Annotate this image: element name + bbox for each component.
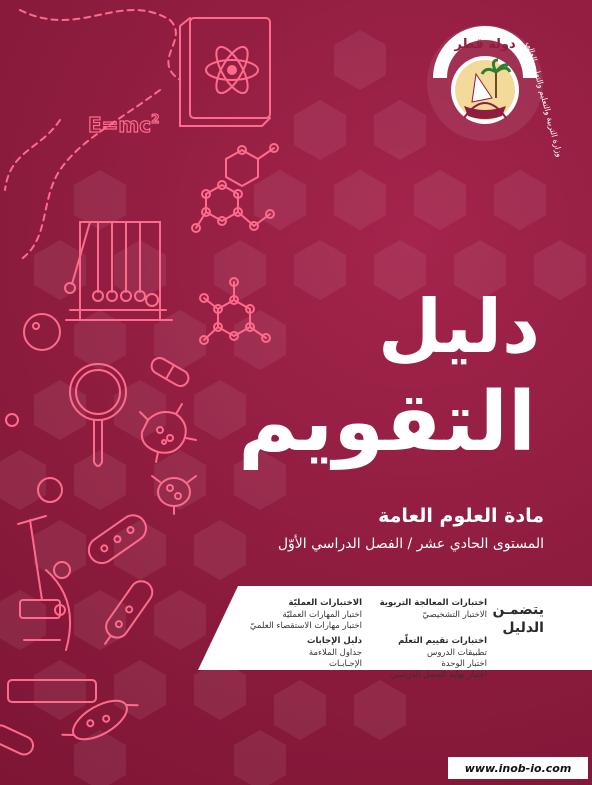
cell-icon (146, 294, 158, 306)
learning-evaluation-section (357, 636, 487, 681)
level-subtitle: المستوى الحادي عشر / الفصل الدراسي الأوّل (277, 536, 544, 552)
section-heading: دليل الإجابات (306, 636, 362, 646)
website-link[interactable]: www.inob-io.com (448, 757, 588, 779)
cell-icon (24, 314, 60, 350)
answers-guide-section (252, 636, 362, 670)
logo-arc-text: دولة قطر (454, 37, 516, 52)
ministry-logo (420, 18, 565, 159)
remedial-tests-section (377, 598, 487, 621)
subject-title: مادة العلوم العامة (378, 505, 544, 527)
section-heading: الاختبارات العمليّة (288, 598, 362, 608)
dashed-trail (20, 10, 180, 80)
section-item: اختبار الوحدة (441, 659, 487, 669)
section-item: الإجـابـات (329, 659, 362, 669)
formula-text: $E=mc^2$ (88, 112, 160, 137)
section-item: اختبار مهارات الاستقصاء العلميّ (249, 621, 362, 631)
section-heading: اختبارات المعالجة التربوية (379, 598, 487, 608)
practical-tests-section (232, 598, 362, 632)
dashed-trail (5, 120, 60, 190)
section-item: اختبار المهارات العمليّة (282, 610, 362, 620)
section-item: اختبار نهاية الفصل الدراسي (390, 670, 487, 680)
book-atom-icon (180, 18, 270, 126)
bacteria-icon (0, 722, 36, 757)
title-line-2: التقويم (238, 375, 536, 470)
section-item: جداول الملاءمة (308, 648, 362, 658)
includes-label: يتضمـن الدليل (492, 602, 544, 636)
section-item: الاختبار التشخيصيّ (422, 610, 487, 620)
section-item: تطبيقات الدروس (426, 648, 487, 658)
logo-side-text: وزارة التربية والتعليم والتعليم العالي (524, 40, 565, 159)
section-heading: اختبارات تقييم التعلّم (398, 636, 487, 646)
title-line-1: دليل (377, 284, 540, 370)
